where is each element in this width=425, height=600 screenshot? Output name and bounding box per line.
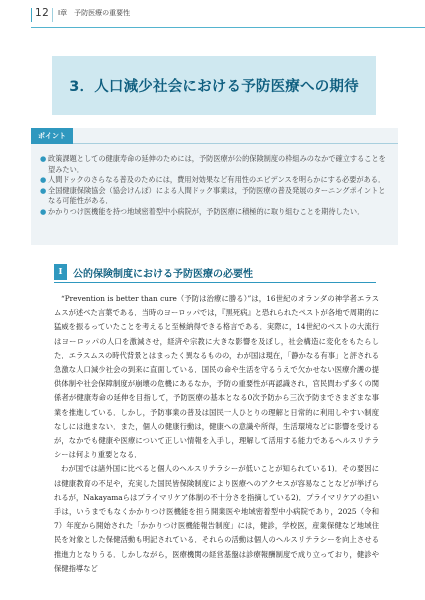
bullet-icon: ● [40, 185, 47, 195]
section-heading [54, 264, 376, 280]
page-header [0, 0, 425, 34]
body-text [54, 292, 379, 576]
point-list [40, 154, 392, 217]
point-item [40, 175, 392, 186]
page-number: 12 [35, 7, 50, 19]
point-item [40, 154, 392, 175]
point-item [40, 207, 392, 218]
point-item-text: 全国健康保険協会（協会けんぽ）による人間ドック事業は，予防医療の普及発展のターニングポイントとなる可能性がある． [48, 185, 386, 205]
chapter-label: Ⅰ章 予防医療の重要性 [58, 9, 131, 17]
body-paragraph: わが国では諸外国に比べると個人のヘルスリテラシーが低いことが知られている1)．その要因には健康教育の不足や，充実した国民皆保険制度により医療へのアクセスが容易なことなどが挙げられるが，Nakayamaらはプライマリケア体制の不十分さを指摘している2)．プライマリケアの担い手は，いうまでもなくかかりつけ医機能を担う開業医や地域密着型中小病院であり，2025（令和7）年度から開始された「かかりつけ医機能報告制度」には，健診，学校医，産業保健など地域住民を対象とした保健活動も明記されている．それらの活動は個人のヘルスリテラシーを向上させる推進力となりうる．しかしながら，医療機関の経営基盤は診療報酬制度で成り立っており，健診や保健指導など [54, 464, 379, 573]
bullet-icon: ● [40, 175, 47, 184]
point-item [40, 186, 392, 207]
bullet-icon: ● [40, 206, 47, 216]
point-item-text: かかりつけ医機能を持つ地域密着型中小病院が，予防医療に積極的に取り組むことを期待したい． [48, 206, 365, 216]
point-label: ポイント [31, 128, 73, 144]
body-paragraph: “Prevention is better than cure（予防は治療に勝る）”は，16世紀のオランダの神学者エラスムスが述べた言葉である．当時のヨーロッパでは，『黒死病』と恐れられたペストが各地で周期的に猛威を振るっていたことを考えると至極納得できる格言である．実際に，14世紀のペストの大流行はヨーロッパの人口を激減させ，経済や宗教に大きな影響を及ぼし，社会構造に変化をもたらした．エラスムスの時代背景とはまったく異なるものの，わが国は現在，「静かなる有事」と評される急激な人口減少社会の到来に直面している．国民の命や生活を守るうえで欠かせない医療介護の提供体制や社会保障制度が崩壊の危機にあるなか，予防の重要性が再認識され，官民問わず多くの関係者が健康寿命の延伸を目指して，予防医療の基本となる0次予防から三次予防までさまざまな事業を推進している．しかし，予防事業の普及は国民一人ひとりの理解と日常的に利用しやすい制度なしには進まない．また，個人の健康行動は，健康への意識や所得，生活環境などに影響を受けるが，なかでも健康や医療について正しい情報を入手し，理解して活用する能力であるヘルスリテラシーは何より重要となる． [54, 294, 379, 460]
section-title: 公的保険制度における予防医療の必要性 [73, 269, 253, 280]
point-item-text: 政策課題としての健康寿命の延伸のためには，予防医療が公的保険制度の枠組みのなかで確立することを望みたい． [48, 154, 386, 174]
header-divider [31, 27, 425, 28]
bullet-icon: ● [40, 154, 47, 163]
header-rule [31, 8, 32, 22]
point-divider [73, 143, 398, 144]
point-item-text: 人間ドックのさらなる普及のためには，費用対効果など有用性のエビデンスを明らかにする必要がある． [48, 175, 386, 184]
page-title: 3．人口減少社会における予防医療への期待 [69, 79, 359, 95]
section-divider [54, 282, 376, 283]
section-title-box [52, 56, 376, 115]
section-number: Ⅰ [54, 264, 67, 280]
header-rule [52, 8, 53, 22]
